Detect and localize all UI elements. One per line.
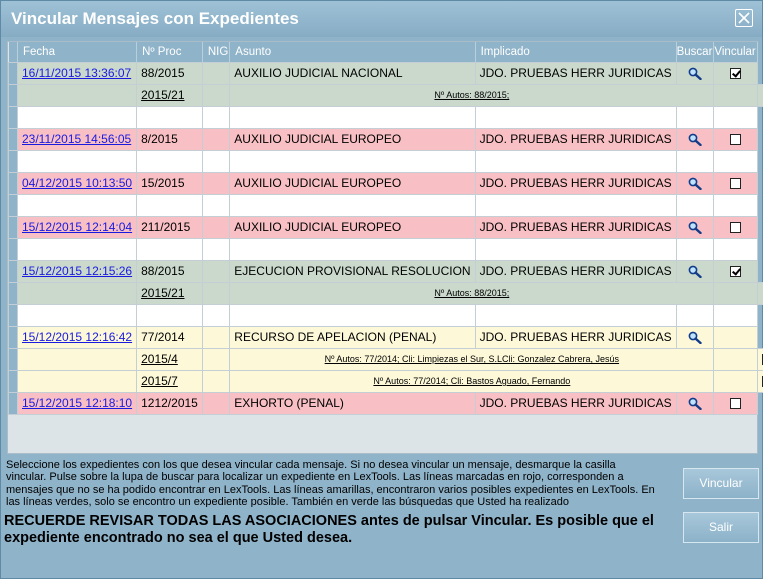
salir-button[interactable]: Salir [683, 512, 759, 543]
empty-cell [230, 106, 475, 128]
row-selector[interactable] [9, 150, 18, 172]
message-row [9, 392, 763, 414]
asunto-cell: EJECUCION PROVISIONAL RESOLUCION [230, 260, 475, 282]
nig-cell [202, 348, 229, 370]
fecha-cell [18, 282, 137, 304]
message-row [9, 62, 763, 84]
fecha-cell [18, 348, 137, 370]
nig-cell [202, 370, 229, 392]
proc-cell: 88/2015 [137, 260, 203, 282]
empty-cell [714, 304, 757, 326]
buscar-cell[interactable] [676, 216, 714, 238]
close-icon [738, 12, 750, 24]
nig-cell [202, 62, 229, 84]
fecha-link[interactable]: 15/12/2015 12:18:10 [22, 396, 133, 410]
empty-cell [714, 106, 757, 128]
help-text: Seleccione los expedientes con los que desea vincular cada mensaje. Si no desea vincular un mensaje, desmarque la casilla vincular. Pulse sobre la lupa de buscar para localizar un expediente en LexTools. Las líneas marcadas en rojo, corresponden a mensajes que no se ha podido encontrar en LexTools. Las líneas amarillas, encontraron varios posibles expedientes en LexTools. En las líneas verdes, solo se encontro un expediente posible. También en verde las búsquedas que Usted ha realizado [6, 459, 655, 507]
implicado-cell: JDO. PRUEBAS HERR JURIDICAS [475, 62, 676, 84]
empty-cell [18, 238, 137, 260]
proc-cell: 1212/2015 [137, 392, 203, 414]
nig-cell [202, 172, 229, 194]
expediente-cell [137, 370, 203, 392]
vincular-checkbox[interactable] [730, 222, 741, 233]
nig-cell [202, 84, 229, 106]
vincular-cell[interactable] [757, 282, 763, 304]
vincular-cell[interactable] [714, 128, 757, 150]
fecha-cell [18, 260, 137, 282]
detail-cell [230, 370, 714, 392]
header-buscar[interactable]: Buscar [676, 42, 714, 62]
empty-cell [137, 238, 203, 260]
empty-cell [230, 304, 475, 326]
title-bar [1, 1, 762, 37]
implicado-cell: JDO. PRUEBAS HERR JURIDICAS [475, 260, 676, 282]
header-fecha[interactable]: Fecha [18, 42, 137, 62]
fecha-cell [18, 370, 137, 392]
row-selector[interactable] [9, 216, 18, 238]
nig-cell [202, 216, 229, 238]
row-selector[interactable] [9, 84, 18, 106]
expediente-detail: Nº Autos: 77/2014; Cli: Bastos Aguado, Fernando [373, 376, 571, 386]
detail-cell [230, 348, 714, 370]
buscar-cell[interactable] [676, 62, 714, 84]
magnifier-icon [688, 331, 702, 344]
implicado-cell: JDO. PRUEBAS HERR JURIDICAS [475, 392, 676, 414]
message-row [9, 128, 763, 150]
nig-cell [202, 260, 229, 282]
vincular-button[interactable]: Vincular [683, 468, 759, 499]
warning-text: RECUERDE REVISAR TODAS LAS ASOCIACIONES antes de pulsar Vincular. Es posible que el expediente encontrado no sea el que Usted desea. [4, 513, 654, 546]
vincular-checkbox[interactable] [730, 398, 741, 409]
proc-cell: 15/2015 [137, 172, 203, 194]
buscar-cell [714, 370, 757, 392]
header-implicado[interactable]: Implicado [475, 42, 676, 62]
magnifier-icon [688, 133, 702, 146]
magnifier-icon [688, 221, 702, 234]
asunto-cell: EXHORTO (PENAL) [230, 392, 475, 414]
empty-cell [137, 304, 203, 326]
grid-header [9, 42, 763, 62]
asunto-cell: AUXILIO JUDICIAL EUROPEO [230, 216, 475, 238]
magnifier-icon [688, 67, 702, 80]
row-selector[interactable] [9, 392, 18, 414]
row-selector[interactable] [9, 348, 18, 370]
vincular-cell[interactable] [757, 370, 763, 392]
empty-cell [137, 150, 203, 172]
spacer-row [9, 194, 763, 216]
empty-cell [676, 106, 714, 128]
buscar-cell[interactable] [676, 326, 714, 348]
message-row [9, 216, 763, 238]
empty-cell [475, 304, 676, 326]
expediente-detail: Nº Autos: 88/2015; [434, 90, 510, 100]
fecha-cell [18, 392, 137, 414]
asunto-cell: RECURSO DE APELACION (PENAL) [230, 326, 475, 348]
magnifier-icon [688, 397, 702, 410]
empty-cell [230, 194, 475, 216]
empty-cell [18, 150, 137, 172]
asunto-cell: AUXILIO JUDICIAL NACIONAL [230, 62, 475, 84]
row-selector[interactable] [9, 172, 18, 194]
window-title: Vincular Mensajes con Expedientes [11, 9, 299, 28]
expediente-row [9, 348, 763, 370]
empty-cell [230, 238, 475, 260]
buscar-cell[interactable] [676, 172, 714, 194]
empty-cell [714, 238, 757, 260]
vincular-cell[interactable] [714, 326, 757, 348]
asunto-cell: AUXILIO JUDICIAL EUROPEO [230, 128, 475, 150]
buscar-cell [714, 282, 757, 304]
empty-cell [714, 194, 757, 216]
empty-cell [676, 238, 714, 260]
spacer-row [9, 238, 763, 260]
empty-cell [676, 150, 714, 172]
message-row [9, 172, 763, 194]
message-row [9, 260, 763, 282]
buscar-cell[interactable] [676, 260, 714, 282]
fecha-cell [18, 326, 137, 348]
spacer-row [9, 106, 763, 128]
proc-cell: 211/2015 [137, 216, 203, 238]
vincular-checkbox[interactable] [730, 266, 741, 277]
empty-cell [18, 304, 137, 326]
empty-cell [475, 238, 676, 260]
expediente-cell [137, 84, 203, 106]
buscar-cell[interactable] [676, 392, 714, 414]
empty-cell [676, 194, 714, 216]
fecha-link[interactable]: 04/12/2015 10:13:50 [22, 176, 133, 190]
magnifier-icon [688, 265, 702, 278]
message-row [9, 326, 763, 348]
header-nig[interactable]: NIG [202, 42, 229, 62]
spacer-row [9, 150, 763, 172]
empty-cell [475, 194, 676, 216]
expediente-row [9, 282, 763, 304]
implicado-cell: JDO. PRUEBAS HERR JURIDICAS [475, 128, 676, 150]
buscar-cell [714, 84, 757, 106]
empty-cell [230, 150, 475, 172]
row-selector[interactable] [9, 62, 18, 84]
fecha-cell [18, 62, 137, 84]
fecha-cell [18, 128, 137, 150]
empty-cell [475, 106, 676, 128]
vincular-cell[interactable] [714, 392, 757, 414]
row-selector[interactable] [9, 370, 18, 392]
header-selector [9, 42, 18, 62]
fecha-link[interactable]: 15/12/2015 12:14:04 [22, 220, 133, 234]
vincular-checkbox[interactable] [730, 68, 741, 79]
detail-cell [230, 282, 714, 304]
row-selector[interactable] [9, 238, 18, 260]
proc-cell: 8/2015 [137, 128, 203, 150]
row-selector[interactable] [9, 194, 18, 216]
row-selector[interactable] [9, 282, 18, 304]
empty-cell [202, 150, 229, 172]
empty-cell [202, 304, 229, 326]
vincular-cell[interactable] [757, 84, 763, 106]
nig-cell [202, 128, 229, 150]
buscar-cell[interactable] [676, 128, 714, 150]
row-selector[interactable] [9, 260, 18, 282]
close-button[interactable] [735, 9, 753, 27]
expediente-cell [137, 282, 203, 304]
expediente-row [9, 370, 763, 392]
header-nproc[interactable]: Nº Proc [137, 42, 203, 62]
empty-cell [202, 238, 229, 260]
magnifier-icon [688, 177, 702, 190]
empty-cell [202, 106, 229, 128]
expediente-cell [137, 348, 203, 370]
expediente-link[interactable]: 2015/7 [141, 374, 178, 388]
implicado-cell: JDO. PRUEBAS HERR JURIDICAS [475, 172, 676, 194]
empty-cell [676, 304, 714, 326]
proc-cell: 77/2014 [137, 326, 203, 348]
vincular-cell[interactable] [714, 172, 757, 194]
messages-table [8, 42, 763, 415]
fecha-link[interactable]: 15/12/2015 12:15:26 [22, 264, 133, 278]
fecha-link[interactable]: 16/11/2015 13:36:07 [22, 66, 132, 80]
row-selector[interactable] [9, 304, 18, 326]
empty-cell [137, 106, 203, 128]
fecha-cell [18, 216, 137, 238]
proc-cell: 88/2015 [137, 62, 203, 84]
fecha-cell [18, 84, 137, 106]
vincular-cell[interactable] [714, 62, 757, 84]
expediente-link[interactable]: 2015/21 [141, 88, 185, 102]
empty-cell [137, 194, 203, 216]
messages-grid [7, 41, 758, 454]
empty-cell [202, 194, 229, 216]
empty-cell [18, 106, 137, 128]
nig-cell [202, 392, 229, 414]
vincular-checkbox[interactable] [730, 178, 741, 189]
spacer-row [9, 304, 763, 326]
asunto-cell: AUXILIO JUDICIAL EUROPEO [230, 172, 475, 194]
row-selector[interactable] [9, 326, 18, 348]
detail-cell [230, 84, 714, 106]
row-selector[interactable] [9, 106, 18, 128]
fecha-cell [18, 172, 137, 194]
header-vincular[interactable]: Vincular [714, 42, 757, 62]
vincular-cell[interactable] [757, 348, 763, 370]
implicado-cell: JDO. PRUEBAS HERR JURIDICAS [475, 326, 676, 348]
expediente-link[interactable]: 2015/4 [141, 352, 178, 366]
fecha-link[interactable]: 15/12/2015 12:16:42 [22, 330, 133, 344]
empty-cell [18, 194, 137, 216]
nig-cell [202, 326, 229, 348]
row-selector[interactable] [9, 128, 18, 150]
empty-cell [714, 150, 757, 172]
fecha-link[interactable]: 23/11/2015 14:56:05 [22, 132, 132, 146]
header-asunto[interactable]: Asunto [230, 42, 475, 62]
implicado-cell: JDO. PRUEBAS HERR JURIDICAS [475, 216, 676, 238]
nig-cell [202, 282, 229, 304]
expediente-row [9, 84, 763, 106]
vincular-cell[interactable] [714, 216, 757, 238]
expediente-detail: Nº Autos: 77/2014; Cli: Limpiezas el Sur, S.LCli: Gonzalez Cabrera, Jesús [324, 354, 620, 364]
buscar-cell [714, 348, 757, 370]
vincular-checkbox[interactable] [730, 134, 741, 145]
empty-cell [475, 150, 676, 172]
expediente-link[interactable]: 2015/21 [141, 286, 185, 300]
expediente-detail: Nº Autos: 88/2015; [434, 288, 510, 298]
vincular-cell[interactable] [714, 260, 757, 282]
